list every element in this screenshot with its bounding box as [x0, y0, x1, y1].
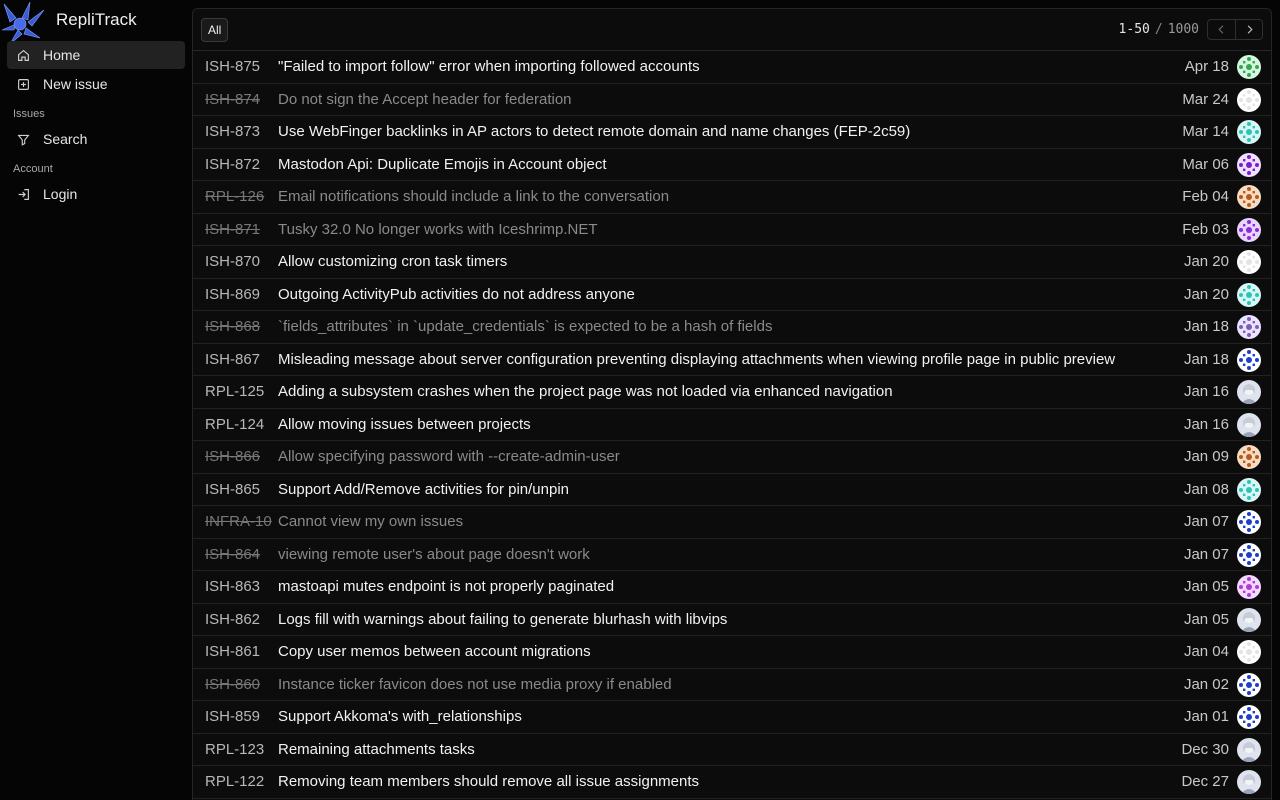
issue-title[interactable]: viewing remote user's about page doesn't work	[278, 545, 590, 563]
sidebar-item-label: Login	[43, 186, 78, 202]
assignee-avatar[interactable]	[1237, 88, 1261, 112]
issue-date: Jan 18	[1183, 350, 1229, 368]
assignee-avatar[interactable]	[1237, 445, 1261, 469]
issue-title[interactable]: Remaining attachments tasks	[278, 740, 475, 758]
issue-key[interactable]: ISH-860	[205, 675, 261, 693]
issue-title[interactable]: Copy user memos between account migrations	[278, 643, 591, 661]
issue-row[interactable]	[193, 636, 1272, 669]
chevron-right-icon	[1244, 24, 1255, 35]
issue-title[interactable]: Allow customizing cron task timers	[278, 253, 508, 271]
issue-key[interactable]: ISH-859	[205, 708, 261, 726]
issue-key[interactable]: ISH-864	[205, 545, 261, 563]
issue-title[interactable]: mastoapi mutes endpoint is not properly paginated	[278, 578, 615, 596]
pagination	[1119, 19, 1263, 40]
issue-date: Jan 20	[1183, 253, 1229, 271]
sidebar-item-label: Home	[43, 47, 81, 63]
page-range: 1-50	[1118, 22, 1150, 37]
filter-all-button[interactable]: All	[201, 18, 228, 42]
pagination-buttons	[1207, 19, 1263, 40]
assignee-avatar[interactable]	[1237, 348, 1261, 372]
issue-row[interactable]	[193, 474, 1272, 507]
issue-key[interactable]: INFRA-10	[205, 513, 272, 531]
issue-date: Jan 01	[1183, 708, 1229, 726]
issue-row[interactable]	[193, 734, 1272, 767]
assignee-avatar[interactable]	[1237, 673, 1261, 697]
issue-row[interactable]	[193, 571, 1272, 604]
issue-title[interactable]: Support Add/Remove activities for pin/unpin	[278, 480, 569, 498]
issue-key[interactable]: ISH-873	[205, 123, 261, 141]
issue-key[interactable]: ISH-872	[205, 155, 261, 173]
issue-key[interactable]: ISH-871	[205, 220, 261, 238]
assignee-avatar[interactable]	[1237, 478, 1261, 502]
issue-row[interactable]	[193, 149, 1272, 182]
issue-date: Jan 07	[1183, 545, 1229, 563]
next-page-button[interactable]	[1235, 20, 1262, 39]
issue-row[interactable]	[193, 409, 1272, 442]
assignee-avatar[interactable]	[1237, 738, 1261, 762]
issue-list	[193, 51, 1272, 799]
issue-row[interactable]	[193, 604, 1272, 637]
issue-title[interactable]: "Failed to import follow" error when importing followed accounts	[278, 58, 700, 76]
issue-row[interactable]	[193, 376, 1272, 409]
issue-title[interactable]: Misleading message about server configuration preventing displaying attachments when viewing profile page in public preview	[278, 350, 1116, 368]
issue-title[interactable]: Do not sign the Accept header for federation	[278, 90, 572, 108]
issue-title[interactable]: Allow specifying password with --create-admin-user	[278, 448, 620, 466]
issue-date: Jan 05	[1183, 610, 1229, 628]
issue-date: Apr 18	[1184, 58, 1229, 76]
page-separator: /	[1154, 22, 1163, 37]
issue-title[interactable]: Removing team members should remove all issue assignments	[278, 773, 700, 791]
sidebar-item-home[interactable]	[7, 41, 185, 69]
sidebar-item-label: New issue	[43, 76, 108, 92]
assignee-avatar[interactable]	[1237, 608, 1261, 632]
issue-list-panel	[192, 8, 1272, 800]
issue-date: Jan 05	[1183, 578, 1229, 596]
assignee-avatar[interactable]	[1237, 120, 1261, 144]
issue-key[interactable]: ISH-865	[205, 480, 261, 498]
issue-title[interactable]: Mastodon Api: Duplicate Emojis in Account object	[278, 155, 607, 173]
issue-key[interactable]: RPL-125	[205, 383, 265, 401]
issue-title[interactable]: Outgoing ActivityPub activities do not address anyone	[278, 285, 635, 303]
assignee-avatar[interactable]	[1237, 543, 1261, 567]
login-icon	[15, 186, 31, 202]
assignee-avatar[interactable]	[1237, 770, 1261, 794]
sidebar	[0, 0, 192, 800]
assignee-avatar[interactable]	[1237, 575, 1261, 599]
assignee-avatar[interactable]	[1237, 250, 1261, 274]
issue-date: Dec 27	[1181, 773, 1229, 791]
issue-title[interactable]: Support Akkoma's with_relationships	[278, 708, 522, 726]
issue-row[interactable]	[193, 246, 1272, 279]
brand[interactable]	[0, 0, 192, 42]
issue-row[interactable]	[193, 669, 1272, 702]
issue-key[interactable]: ISH-868	[205, 318, 261, 336]
issue-date: Mar 06	[1182, 155, 1229, 173]
issue-row[interactable]	[193, 214, 1272, 247]
issue-date: Feb 03	[1182, 220, 1229, 238]
issue-title[interactable]: Cannot view my own issues	[278, 513, 464, 531]
issue-key[interactable]: ISH-875	[205, 58, 261, 76]
issue-date: Mar 24	[1182, 90, 1229, 108]
issue-row[interactable]	[193, 344, 1272, 377]
issue-title[interactable]: Tusky 32.0 No longer works with Iceshrimp.NET	[278, 220, 598, 238]
sidebar-item-label: Search	[43, 131, 88, 147]
issue-key[interactable]: ISH-862	[205, 610, 261, 628]
issue-row[interactable]	[193, 506, 1272, 539]
issue-row[interactable]	[193, 766, 1272, 799]
sidebar-item-login[interactable]	[7, 180, 185, 208]
assignee-avatar[interactable]	[1237, 218, 1261, 242]
issue-date: Jan 04	[1183, 643, 1229, 661]
issue-key[interactable]: ISH-874	[205, 90, 261, 108]
assignee-avatar[interactable]	[1237, 153, 1261, 177]
section-label-account: Account	[13, 163, 53, 175]
assignee-avatar[interactable]	[1237, 185, 1261, 209]
issue-title[interactable]: Logs fill with warnings about failing to generate blurhash with libvips	[278, 610, 728, 628]
plus-square-icon	[15, 76, 31, 92]
issue-date: Mar 14	[1182, 123, 1229, 141]
section-label-issues: Issues	[13, 108, 45, 120]
filter-icon	[15, 131, 31, 147]
home-icon	[15, 47, 31, 63]
issue-date: Dec 30	[1181, 740, 1229, 758]
issue-date: Jan 18	[1183, 318, 1229, 336]
issue-row[interactable]	[193, 441, 1272, 474]
assignee-avatar[interactable]	[1237, 705, 1261, 729]
issue-title[interactable]: Use WebFinger backlinks in AP actors to detect remote domain and name changes (FEP-2c59)	[278, 123, 911, 141]
issue-date: Jan 07	[1183, 513, 1229, 531]
assignee-avatar[interactable]	[1237, 55, 1261, 79]
issue-title[interactable]: `fields_attributes` in `update_credentials` is expected to be a hash of fields	[278, 318, 773, 336]
issue-key[interactable]: ISH-861	[205, 643, 261, 661]
issue-key[interactable]: ISH-867	[205, 350, 261, 368]
issue-date: Jan 20	[1183, 285, 1229, 303]
issue-key[interactable]: ISH-870	[205, 253, 261, 271]
total-count: 1000	[1167, 22, 1199, 37]
issue-row[interactable]	[193, 701, 1272, 734]
issue-key[interactable]: ISH-863	[205, 578, 261, 596]
issue-list-toolbar	[193, 9, 1272, 51]
assignee-avatar[interactable]	[1237, 413, 1261, 437]
issue-title[interactable]: Adding a subsystem crashes when the project page was not loaded via enhanced navigation	[278, 383, 893, 401]
issue-row[interactable]	[193, 311, 1272, 344]
app-name: RepliTrack	[56, 10, 137, 29]
issue-date: Jan 16	[1183, 383, 1229, 401]
issue-date: Jan 16	[1183, 415, 1229, 433]
issue-key[interactable]: RPL-126	[205, 188, 265, 206]
issue-date: Jan 09	[1183, 448, 1229, 466]
issue-row[interactable]	[193, 181, 1272, 214]
issue-date: Jan 02	[1183, 675, 1229, 693]
issue-key[interactable]: ISH-869	[205, 285, 261, 303]
replitrack-logo	[0, 0, 48, 46]
sidebar-item-new-issue[interactable]	[7, 70, 185, 98]
issue-key[interactable]: RPL-124	[205, 415, 265, 433]
issue-title[interactable]: Email notifications should include a link to the conversation	[278, 188, 670, 206]
issue-title[interactable]: Allow moving issues between projects	[278, 415, 531, 433]
issue-key[interactable]: ISH-866	[205, 448, 261, 466]
assignee-avatar[interactable]	[1237, 380, 1261, 404]
assignee-avatar[interactable]	[1237, 640, 1261, 664]
issue-title[interactable]: Instance ticker favicon does not use media proxy if enabled	[278, 675, 672, 693]
issue-date: Feb 04	[1182, 188, 1229, 206]
issue-row[interactable]	[193, 84, 1272, 117]
assignee-avatar[interactable]	[1237, 315, 1261, 339]
sidebar-item-search[interactable]	[7, 125, 185, 153]
chevron-left-icon	[1216, 24, 1227, 35]
previous-page-button[interactable]	[1208, 20, 1235, 39]
assignee-avatar[interactable]	[1237, 510, 1261, 534]
issue-row[interactable]	[193, 279, 1272, 312]
issue-key[interactable]: RPL-122	[205, 773, 265, 791]
assignee-avatar[interactable]	[1237, 283, 1261, 307]
issue-row[interactable]	[193, 51, 1272, 84]
issue-row[interactable]	[193, 539, 1272, 572]
issue-key[interactable]: RPL-123	[205, 740, 265, 758]
issue-row[interactable]	[193, 116, 1272, 149]
issue-date: Jan 08	[1183, 480, 1229, 498]
